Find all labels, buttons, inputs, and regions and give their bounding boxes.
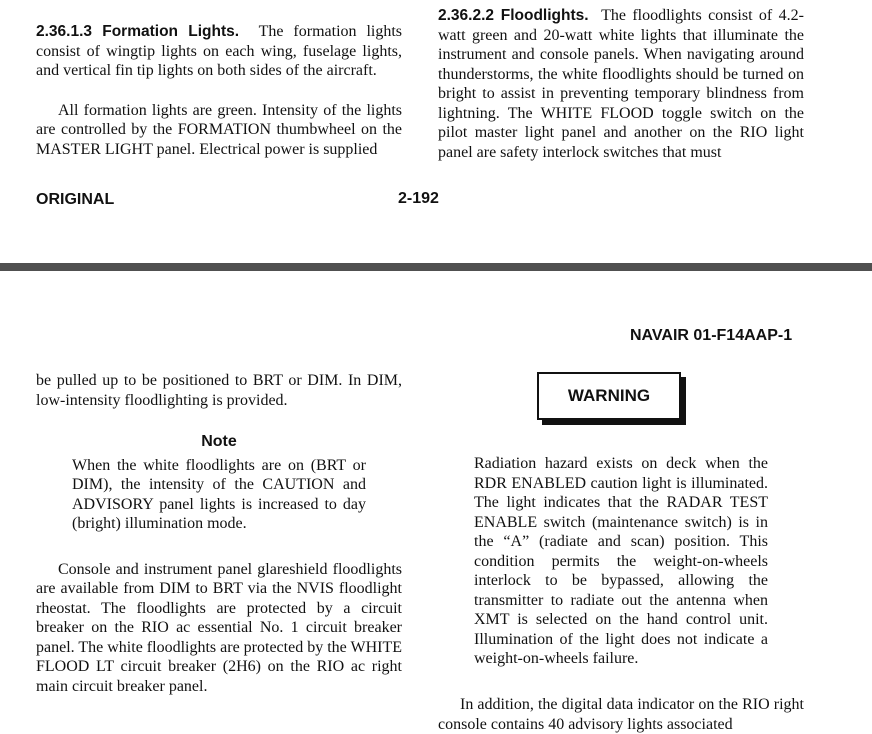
advisory-lights-paragraph: [438, 695, 804, 734]
document-header-id: NAVAIR 01-F14AAP-1: [630, 327, 793, 344]
white-flood-continued-paragraph: be pulled up to be positioned to BRT or DIM. In DIM, low-intensity floodlighting is provided.: [36, 372, 402, 409]
footer-original-label: ORIGINAL: [36, 191, 115, 208]
note-title: Note: [201, 433, 237, 450]
bottom-left-column: [36, 371, 402, 696]
page-separator: [0, 263, 872, 271]
floodlights-text: The floodlights consist of 4.2-watt green and 20-watt white lights that illuminate the instrument and console panels. When navigating around thunderstorms, the white floodlights should be turned on bright to assist in preventing temporary blindness from lightning. The WHITE FLOOD toggle switch on the pilot master light panel and another on the RIO light panel are safety interlock switches that must: [438, 7, 804, 161]
formation-lights-text: The formation lights consist of wingtip lights on each wing, fuselage lights, and vertical fin tip lights on both sides of the aircraft.: [36, 23, 402, 79]
formation-lights-paragraph-2: All formation lights are green. Intensity of the lights are controlled by the FORMATION thumbwheel on the MASTER LIGHT panel. Electrical power is supplied: [36, 101, 402, 158]
warning-label: WARNING: [537, 372, 681, 420]
glareshield-floodlights-paragraph: Console and instrument panel glareshield floodlights are available from DIM to BRT via the NVIS floodlight rheostat. The floodlights are protected by a circuit breaker on the RIO ac essential No. 1 circuit breaker panel. The white floodlights are protected by the WHITE FLOOD LT circuit breaker (2H6) on the RIO ac right main circuit breaker panel.: [36, 560, 402, 695]
note-text: When the white floodlights are on (BRT or DIM), the intensity of the CAUTION and ADVISORY panel lights is increased to day (bright) illumination mode.: [72, 456, 366, 532]
advisory-lights-text: In addition, the digital data indicator on the RIO right console contains 40 advisory lights associated: [438, 696, 804, 733]
floodlights-paragraph: [438, 6, 804, 162]
warning-text: Radiation hazard exists on deck when the RDR ENABLED caution light is illuminated. The light indicates that the RADAR TEST ENABLE switch (maintenance switch) is in the “A” (radiate and scan) position. This condition permits the weight-on-wheels interlock to be bypassed, allowing the transmitter to radiate out the antenna when XMT is selected on the hand control unit. Illumination of the light does not indicate a weight-on-wheels failure.: [474, 455, 768, 667]
top-right-column: [438, 6, 804, 162]
floodlights-heading: 2.36.2.2 Floodlights.: [438, 7, 589, 24]
formation-lights-heading: 2.36.1.3 Formation Lights.: [36, 23, 240, 40]
page-number: 2-192: [398, 190, 439, 207]
formation-lights-paragraph: [36, 22, 402, 81]
top-left-column: [36, 22, 402, 159]
